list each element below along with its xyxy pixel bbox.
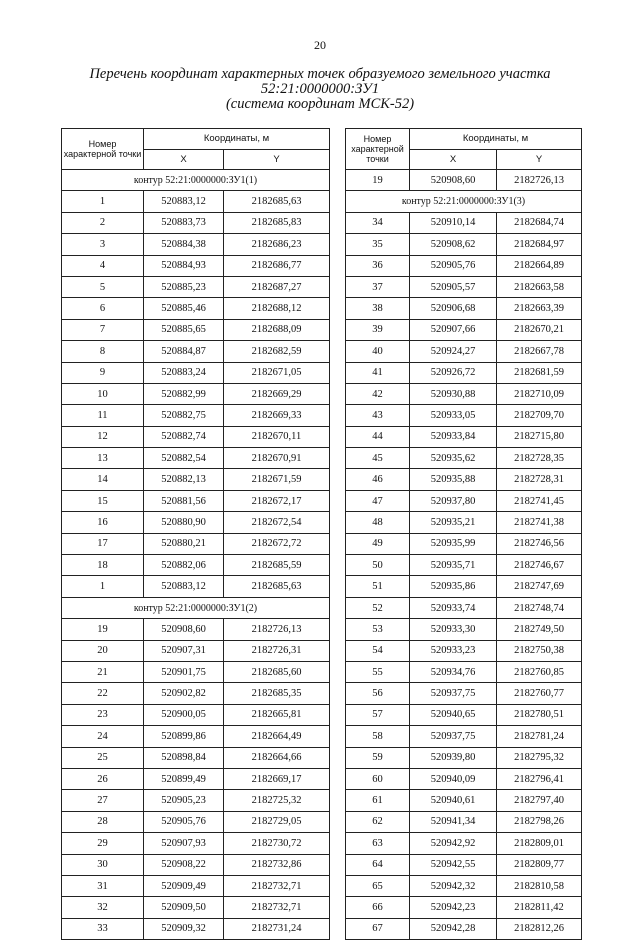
point-number-cell: 2 <box>62 212 144 233</box>
point-number-cell: 53 <box>346 619 410 640</box>
point-number-cell: 29 <box>62 833 144 854</box>
table-row <box>62 918 330 939</box>
x-coordinate-cell: 520924,27 <box>410 341 497 362</box>
x-coordinate-cell: 520900,05 <box>144 704 224 725</box>
y-coordinate-cell: 2182670,11 <box>224 426 330 447</box>
point-number-cell: 30 <box>62 854 144 875</box>
y-coordinate-cell: 2182760,85 <box>497 661 582 682</box>
table-row <box>62 191 330 212</box>
y-coordinate-cell: 2182728,31 <box>497 469 582 490</box>
x-coordinate-cell: 520880,90 <box>144 512 224 533</box>
point-number-cell: 1 <box>62 576 144 597</box>
y-coordinate-cell: 2182672,54 <box>224 512 330 533</box>
y-coordinate-cell: 2182669,17 <box>224 768 330 789</box>
x-coordinate-cell: 520935,86 <box>410 576 497 597</box>
point-number-cell: 18 <box>62 555 144 576</box>
table-row <box>62 490 330 511</box>
y-coordinate-cell: 2182747,69 <box>497 576 582 597</box>
header-point-number: Номер характерной точки <box>62 129 144 170</box>
point-number-cell: 62 <box>346 811 410 832</box>
page-title <box>40 67 600 112</box>
y-coordinate-cell: 2182663,39 <box>497 298 582 319</box>
x-coordinate-cell: 520908,22 <box>144 854 224 875</box>
y-coordinate-cell: 2182812,26 <box>497 918 582 939</box>
x-coordinate-cell: 520933,30 <box>410 619 497 640</box>
point-number-cell: 5 <box>62 276 144 297</box>
table-row <box>62 512 330 533</box>
y-coordinate-cell: 2182748,74 <box>497 597 582 618</box>
y-coordinate-cell: 2182741,38 <box>497 512 582 533</box>
x-coordinate-cell: 520882,13 <box>144 469 224 490</box>
table-row <box>346 597 582 618</box>
x-coordinate-cell: 520882,06 <box>144 555 224 576</box>
point-number-cell: 34 <box>346 212 410 233</box>
y-coordinate-cell: 2182729,05 <box>224 811 330 832</box>
point-number-cell: 54 <box>346 640 410 661</box>
point-number-cell: 19 <box>62 619 144 640</box>
y-coordinate-cell: 2182796,41 <box>497 768 582 789</box>
table-row <box>346 918 582 939</box>
x-coordinate-cell: 520940,65 <box>410 704 497 725</box>
y-coordinate-cell: 2182741,45 <box>497 490 582 511</box>
table-row <box>346 170 582 191</box>
x-coordinate-cell: 520942,32 <box>410 875 497 896</box>
y-coordinate-cell: 2182688,12 <box>224 298 330 319</box>
y-coordinate-cell: 2182670,21 <box>497 319 582 340</box>
y-coordinate-cell: 2182746,67 <box>497 555 582 576</box>
y-coordinate-cell: 2182810,58 <box>497 875 582 896</box>
table-row <box>346 405 582 426</box>
y-coordinate-cell: 2182750,38 <box>497 640 582 661</box>
table-body-right <box>346 170 582 940</box>
point-number-cell: 20 <box>62 640 144 661</box>
x-coordinate-cell: 520908,60 <box>144 619 224 640</box>
table-row <box>62 276 330 297</box>
x-coordinate-cell: 520908,60 <box>410 170 497 191</box>
y-coordinate-cell: 2182731,24 <box>224 918 330 939</box>
point-number-cell: 45 <box>346 448 410 469</box>
table-row <box>346 533 582 554</box>
x-coordinate-cell: 520882,75 <box>144 405 224 426</box>
table-row <box>62 533 330 554</box>
y-coordinate-cell: 2182726,31 <box>224 640 330 661</box>
point-number-cell: 52 <box>346 597 410 618</box>
x-coordinate-cell: 520883,12 <box>144 191 224 212</box>
y-coordinate-cell: 2182687,27 <box>224 276 330 297</box>
contour-label: контур 52:21:0000000:ЗУ1(2) <box>62 597 330 618</box>
y-coordinate-cell: 2182685,59 <box>224 555 330 576</box>
x-coordinate-cell: 520933,84 <box>410 426 497 447</box>
point-number-cell: 32 <box>62 897 144 918</box>
x-coordinate-cell: 520883,24 <box>144 362 224 383</box>
point-number-cell: 31 <box>62 875 144 896</box>
page-number: 20 <box>314 38 326 52</box>
x-coordinate-cell: 520942,55 <box>410 854 497 875</box>
table-row <box>346 212 582 233</box>
x-coordinate-cell: 520884,38 <box>144 234 224 255</box>
y-coordinate-cell: 2182746,56 <box>497 533 582 554</box>
table-row <box>346 234 582 255</box>
table-row <box>62 640 330 661</box>
x-coordinate-cell: 520880,21 <box>144 533 224 554</box>
table-row <box>62 704 330 725</box>
point-number-cell: 47 <box>346 490 410 511</box>
y-coordinate-cell: 2182732,86 <box>224 854 330 875</box>
y-coordinate-cell: 2182681,59 <box>497 362 582 383</box>
x-coordinate-cell: 520933,23 <box>410 640 497 661</box>
point-number-cell: 35 <box>346 234 410 255</box>
point-number-cell: 51 <box>346 576 410 597</box>
y-coordinate-cell: 2182685,35 <box>224 683 330 704</box>
table-body-left <box>62 170 330 940</box>
point-number-cell: 67 <box>346 918 410 939</box>
x-coordinate-cell: 520935,21 <box>410 512 497 533</box>
point-number-cell: 48 <box>346 512 410 533</box>
y-coordinate-cell: 2182726,13 <box>224 619 330 640</box>
y-coordinate-cell: 2182795,32 <box>497 747 582 768</box>
point-number-cell: 33 <box>62 918 144 939</box>
point-number-cell: 64 <box>346 854 410 875</box>
header-coordinates: Координаты, м <box>410 129 582 150</box>
y-coordinate-cell: 2182685,63 <box>224 576 330 597</box>
point-number-cell: 58 <box>346 726 410 747</box>
y-coordinate-cell: 2182686,77 <box>224 255 330 276</box>
table-row <box>346 555 582 576</box>
point-number-cell: 59 <box>346 747 410 768</box>
x-coordinate-cell: 520908,62 <box>410 234 497 255</box>
table-row <box>346 768 582 789</box>
point-number-cell: 25 <box>62 747 144 768</box>
table-row <box>346 640 582 661</box>
table-row <box>346 619 582 640</box>
contour-label: контур 52:21:0000000:ЗУ1(1) <box>62 170 330 191</box>
table-row <box>346 790 582 811</box>
y-coordinate-cell: 2182667,78 <box>497 341 582 362</box>
x-coordinate-cell: 520885,23 <box>144 276 224 297</box>
x-coordinate-cell: 520907,66 <box>410 319 497 340</box>
header-coordinates: Координаты, м <box>144 129 330 150</box>
point-number-cell: 56 <box>346 683 410 704</box>
point-number-cell: 1 <box>62 191 144 212</box>
table-row <box>62 383 330 404</box>
table-row <box>346 875 582 896</box>
x-coordinate-cell: 520905,57 <box>410 276 497 297</box>
y-coordinate-cell: 2182672,17 <box>224 490 330 511</box>
point-number-cell: 12 <box>62 426 144 447</box>
table-row <box>62 405 330 426</box>
table-row <box>346 383 582 404</box>
y-coordinate-cell: 2182710,09 <box>497 383 582 404</box>
table-row <box>62 555 330 576</box>
contour-header-row <box>346 191 582 212</box>
y-coordinate-cell: 2182780,51 <box>497 704 582 725</box>
point-number-cell: 16 <box>62 512 144 533</box>
point-number-cell: 17 <box>62 533 144 554</box>
y-coordinate-cell: 2182672,72 <box>224 533 330 554</box>
header-point-number: Номер характерной точки <box>346 129 410 170</box>
x-coordinate-cell: 520937,75 <box>410 683 497 704</box>
point-number-cell: 65 <box>346 875 410 896</box>
x-coordinate-cell: 520933,74 <box>410 597 497 618</box>
point-number-cell: 24 <box>62 726 144 747</box>
x-coordinate-cell: 520907,93 <box>144 833 224 854</box>
x-coordinate-cell: 520882,54 <box>144 448 224 469</box>
y-coordinate-cell: 2182688,09 <box>224 319 330 340</box>
x-coordinate-cell: 520882,74 <box>144 426 224 447</box>
y-coordinate-cell: 2182732,71 <box>224 897 330 918</box>
coordinates-table-left <box>61 128 330 940</box>
table-row <box>62 747 330 768</box>
x-coordinate-cell: 520933,05 <box>410 405 497 426</box>
x-coordinate-cell: 520939,80 <box>410 747 497 768</box>
point-number-cell: 27 <box>62 790 144 811</box>
point-number-cell: 26 <box>62 768 144 789</box>
y-coordinate-cell: 2182685,63 <box>224 191 330 212</box>
table-row <box>62 469 330 490</box>
table-row <box>346 341 582 362</box>
x-coordinate-cell: 520926,72 <box>410 362 497 383</box>
x-coordinate-cell: 520909,50 <box>144 897 224 918</box>
y-coordinate-cell: 2182685,83 <box>224 212 330 233</box>
table-row <box>346 276 582 297</box>
point-number-cell: 66 <box>346 897 410 918</box>
y-coordinate-cell: 2182665,81 <box>224 704 330 725</box>
point-number-cell: 28 <box>62 811 144 832</box>
header-x: X <box>410 150 497 170</box>
table-row <box>62 833 330 854</box>
x-coordinate-cell: 520909,49 <box>144 875 224 896</box>
y-coordinate-cell: 2182732,71 <box>224 875 330 896</box>
y-coordinate-cell: 2182781,24 <box>497 726 582 747</box>
x-coordinate-cell: 520942,28 <box>410 918 497 939</box>
point-number-cell: 41 <box>346 362 410 383</box>
table-row <box>62 426 330 447</box>
y-coordinate-cell: 2182728,35 <box>497 448 582 469</box>
table-row <box>62 726 330 747</box>
point-number-cell: 50 <box>346 555 410 576</box>
x-coordinate-cell: 520884,93 <box>144 255 224 276</box>
y-coordinate-cell: 2182730,72 <box>224 833 330 854</box>
x-coordinate-cell: 520934,76 <box>410 661 497 682</box>
table-row <box>346 726 582 747</box>
table-row <box>62 362 330 383</box>
x-coordinate-cell: 520905,23 <box>144 790 224 811</box>
y-coordinate-cell: 2182671,59 <box>224 469 330 490</box>
y-coordinate-cell: 2182684,97 <box>497 234 582 255</box>
point-number-cell: 61 <box>346 790 410 811</box>
point-number-cell: 60 <box>346 768 410 789</box>
x-coordinate-cell: 520940,09 <box>410 768 497 789</box>
table-row <box>346 661 582 682</box>
y-coordinate-cell: 2182811,42 <box>497 897 582 918</box>
point-number-cell: 3 <box>62 234 144 255</box>
title-line-3: (система координат МСК-52) <box>225 96 415 112</box>
y-coordinate-cell: 2182685,60 <box>224 661 330 682</box>
point-number-cell: 43 <box>346 405 410 426</box>
table-row <box>346 833 582 854</box>
point-number-cell: 7 <box>62 319 144 340</box>
y-coordinate-cell: 2182684,74 <box>497 212 582 233</box>
point-number-cell: 44 <box>346 426 410 447</box>
table-row <box>346 704 582 725</box>
header-y: Y <box>497 150 582 170</box>
header-y: Y <box>224 150 330 170</box>
table-row <box>62 212 330 233</box>
table-row <box>346 897 582 918</box>
table-row <box>62 790 330 811</box>
table-row <box>62 683 330 704</box>
y-coordinate-cell: 2182669,29 <box>224 383 330 404</box>
coordinates-table-right <box>345 128 582 940</box>
table-row <box>346 512 582 533</box>
point-number-cell: 49 <box>346 533 410 554</box>
point-number-cell: 9 <box>62 362 144 383</box>
table-row <box>346 362 582 383</box>
y-coordinate-cell: 2182670,91 <box>224 448 330 469</box>
x-coordinate-cell: 520905,76 <box>410 255 497 276</box>
x-coordinate-cell: 520898,84 <box>144 747 224 768</box>
point-number-cell: 21 <box>62 661 144 682</box>
x-coordinate-cell: 520907,31 <box>144 640 224 661</box>
x-coordinate-cell: 520885,46 <box>144 298 224 319</box>
table-row <box>62 854 330 875</box>
table-row <box>62 576 330 597</box>
x-coordinate-cell: 520937,75 <box>410 726 497 747</box>
point-number-cell: 42 <box>346 383 410 404</box>
point-number-cell: 10 <box>62 383 144 404</box>
point-number-cell: 63 <box>346 833 410 854</box>
x-coordinate-cell: 520885,65 <box>144 319 224 340</box>
point-number-cell: 22 <box>62 683 144 704</box>
y-coordinate-cell: 2182798,26 <box>497 811 582 832</box>
x-coordinate-cell: 520935,99 <box>410 533 497 554</box>
x-coordinate-cell: 520937,80 <box>410 490 497 511</box>
x-coordinate-cell: 520883,12 <box>144 576 224 597</box>
y-coordinate-cell: 2182726,13 <box>497 170 582 191</box>
table-row <box>62 661 330 682</box>
point-number-cell: 19 <box>346 170 410 191</box>
table-row <box>62 768 330 789</box>
table-row <box>62 298 330 319</box>
point-number-cell: 13 <box>62 448 144 469</box>
y-coordinate-cell: 2182664,66 <box>224 747 330 768</box>
x-coordinate-cell: 520901,75 <box>144 661 224 682</box>
y-coordinate-cell: 2182749,50 <box>497 619 582 640</box>
table-row <box>346 683 582 704</box>
point-number-cell: 8 <box>62 341 144 362</box>
point-number-cell: 36 <box>346 255 410 276</box>
x-coordinate-cell: 520935,88 <box>410 469 497 490</box>
point-number-cell: 37 <box>346 276 410 297</box>
point-number-cell: 6 <box>62 298 144 319</box>
table-row <box>346 490 582 511</box>
point-number-cell: 55 <box>346 661 410 682</box>
y-coordinate-cell: 2182797,40 <box>497 790 582 811</box>
x-coordinate-cell: 520899,86 <box>144 726 224 747</box>
table-row <box>346 426 582 447</box>
y-coordinate-cell: 2182664,89 <box>497 255 582 276</box>
table-row <box>346 747 582 768</box>
title-line-1: Перечень координат характерных точек образуемого земельного участка <box>89 66 551 82</box>
x-coordinate-cell: 520940,61 <box>410 790 497 811</box>
x-coordinate-cell: 520906,68 <box>410 298 497 319</box>
point-number-cell: 39 <box>346 319 410 340</box>
table-row <box>62 448 330 469</box>
table-row <box>62 319 330 340</box>
y-coordinate-cell: 2182686,23 <box>224 234 330 255</box>
point-number-cell: 14 <box>62 469 144 490</box>
y-coordinate-cell: 2182809,01 <box>497 833 582 854</box>
title-line-2: 52:21:0000000:ЗУ1 <box>260 81 380 97</box>
y-coordinate-cell: 2182709,70 <box>497 405 582 426</box>
point-number-cell: 23 <box>62 704 144 725</box>
table-row <box>62 897 330 918</box>
table-row <box>62 875 330 896</box>
point-number-cell: 11 <box>62 405 144 426</box>
x-coordinate-cell: 520902,82 <box>144 683 224 704</box>
y-coordinate-cell: 2182715,80 <box>497 426 582 447</box>
y-coordinate-cell: 2182725,32 <box>224 790 330 811</box>
x-coordinate-cell: 520930,88 <box>410 383 497 404</box>
contour-label: контур 52:21:0000000:ЗУ1(3) <box>346 191 582 212</box>
point-number-cell: 4 <box>62 255 144 276</box>
header-x: X <box>144 150 224 170</box>
y-coordinate-cell: 2182663,58 <box>497 276 582 297</box>
y-coordinate-cell: 2182682,59 <box>224 341 330 362</box>
x-coordinate-cell: 520942,92 <box>410 833 497 854</box>
point-number-cell: 57 <box>346 704 410 725</box>
x-coordinate-cell: 520909,32 <box>144 918 224 939</box>
contour-header-row <box>62 597 330 618</box>
point-number-cell: 40 <box>346 341 410 362</box>
table-row <box>346 576 582 597</box>
table-row <box>346 811 582 832</box>
y-coordinate-cell: 2182760,77 <box>497 683 582 704</box>
x-coordinate-cell: 520882,99 <box>144 383 224 404</box>
point-number-cell: 15 <box>62 490 144 511</box>
y-coordinate-cell: 2182809,77 <box>497 854 582 875</box>
y-coordinate-cell: 2182664,49 <box>224 726 330 747</box>
table-row <box>346 469 582 490</box>
table-row <box>62 234 330 255</box>
table-row <box>346 448 582 469</box>
contour-header-row <box>62 170 330 191</box>
y-coordinate-cell: 2182671,05 <box>224 362 330 383</box>
table-row <box>346 298 582 319</box>
x-coordinate-cell: 520881,56 <box>144 490 224 511</box>
table-row <box>346 319 582 340</box>
point-number-cell: 46 <box>346 469 410 490</box>
table-row <box>62 255 330 276</box>
x-coordinate-cell: 520910,14 <box>410 212 497 233</box>
table-row <box>62 341 330 362</box>
x-coordinate-cell: 520935,71 <box>410 555 497 576</box>
x-coordinate-cell: 520883,73 <box>144 212 224 233</box>
table-row <box>62 811 330 832</box>
table-row <box>346 854 582 875</box>
table-row <box>62 619 330 640</box>
x-coordinate-cell: 520899,49 <box>144 768 224 789</box>
x-coordinate-cell: 520942,23 <box>410 897 497 918</box>
x-coordinate-cell: 520905,76 <box>144 811 224 832</box>
table-row <box>346 255 582 276</box>
x-coordinate-cell: 520941,34 <box>410 811 497 832</box>
x-coordinate-cell: 520935,62 <box>410 448 497 469</box>
y-coordinate-cell: 2182669,33 <box>224 405 330 426</box>
point-number-cell: 38 <box>346 298 410 319</box>
x-coordinate-cell: 520884,87 <box>144 341 224 362</box>
